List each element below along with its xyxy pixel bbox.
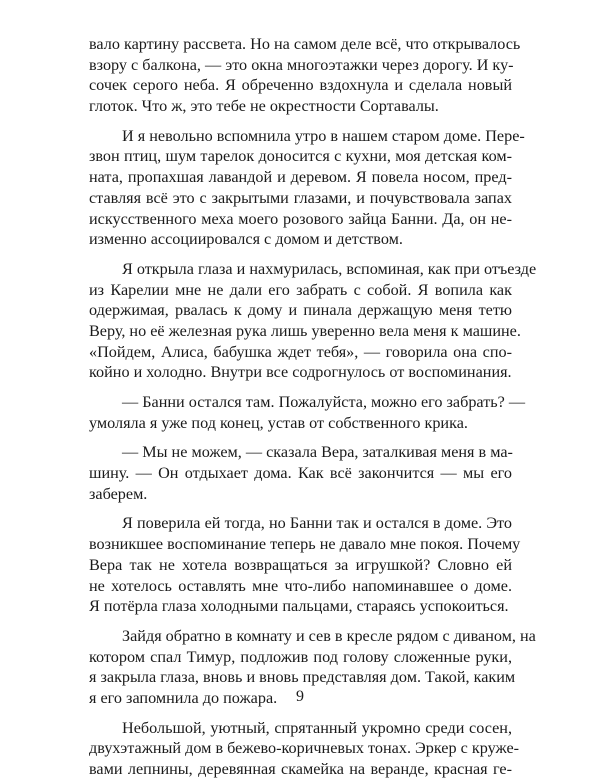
text-line: искусственного меха моего розового зайца Банни. Да, он не- bbox=[89, 209, 512, 228]
text-line: звон птиц, шум тарелок доносится с кухни, моя детская ком- bbox=[89, 147, 512, 166]
text-line: вало картину рассвета. Но на самом деле всё, что открывалось bbox=[89, 35, 521, 53]
text-line: Я потёрла глаза холодными пальцами, стараясь успокоиться. bbox=[89, 597, 509, 616]
text-line: койно и холодно. Внутри все содрогнулось от воспоминания. bbox=[89, 363, 512, 382]
page-number: 9 bbox=[296, 688, 304, 705]
body-text bbox=[89, 34, 537, 780]
text-line: изменно ассоциировался с домом и детством. bbox=[89, 230, 403, 249]
text-line: взору с балкона, — это окна многоэтажки через дорогу. И ку- bbox=[89, 55, 514, 74]
text-line: Веру, но её железная рука лишь уверенно вела меня к машине. bbox=[89, 321, 521, 340]
text-line: из Карелии мне не дали его забрать с собой. Я вопила как bbox=[89, 280, 512, 299]
text-line: возникшее воспоминание теперь не давало мне покоя. Почему bbox=[89, 535, 521, 554]
text-line: одержимая, рвалась к дому и пинала держащую меня тетю bbox=[89, 301, 512, 320]
text-line: шину. — Он отдыхает дома. Как всё закончится — мы его bbox=[89, 464, 512, 483]
text-line: котором спал Тимур, подложив под голову сложенные руки, bbox=[89, 647, 512, 666]
text-line: — Мы не можем, — сказала Вера, заталкивая меня в ма- bbox=[122, 443, 513, 462]
text-line: Зайдя обратно в комнату и сев в кресле рядом с диваном, на bbox=[122, 626, 536, 645]
text-line: — Банни остался там. Пожалуйста, можно его забрать? — bbox=[122, 393, 526, 411]
text-line: И я невольно вспомнила утро в нашем старом доме. Пере- bbox=[122, 126, 525, 145]
text-line: не хотелось оставлять мне что-либо напоминавшее о доме. bbox=[89, 576, 512, 595]
text-line: я его запомнила до пожара. bbox=[89, 688, 278, 707]
text-line: сочек серого неба. Я обреченно вздохнула и сделала новый bbox=[89, 76, 512, 95]
text-line: Я поверила ей тогда, но Банни так и остался в доме. Это bbox=[122, 514, 512, 533]
text-line: Вера так не хотела возвращаться за игрушкой? Словно ей bbox=[89, 555, 512, 574]
text-line: я закрыла глаза, вновь и вновь представляя дом. Такой, каким bbox=[89, 668, 516, 687]
text-line: вами лепнины, деревянная скамейка на веранде, красная ге- bbox=[89, 760, 512, 778]
text-line: Небольшой, уютный, спрятанный укромно среди сосен, bbox=[122, 718, 512, 737]
text-line: «Пойдем, Алиса, бабушка ждет тебя», — говорила она спо- bbox=[89, 342, 512, 361]
text-line: ната, пропахшая лавандой и деревом. Я повела носом, пред- bbox=[89, 168, 512, 187]
text-line: Я открыла глаза и нахмурилась, вспоминая, как при отъезде bbox=[122, 259, 537, 278]
text-line: глоток. Что ж, это тебе не окрестности Сортавалы. bbox=[89, 97, 439, 116]
text-line: ставляя всё это с закрытыми глазами, и почувствовала запах bbox=[89, 188, 512, 207]
text-line: заберем. bbox=[89, 484, 148, 503]
text-line: умоляла я уже под конец, устав от собственного крика. bbox=[89, 413, 468, 432]
text-line: двухэтажный дом в бежево-коричневых тонах. Эркер с круже- bbox=[89, 739, 520, 758]
